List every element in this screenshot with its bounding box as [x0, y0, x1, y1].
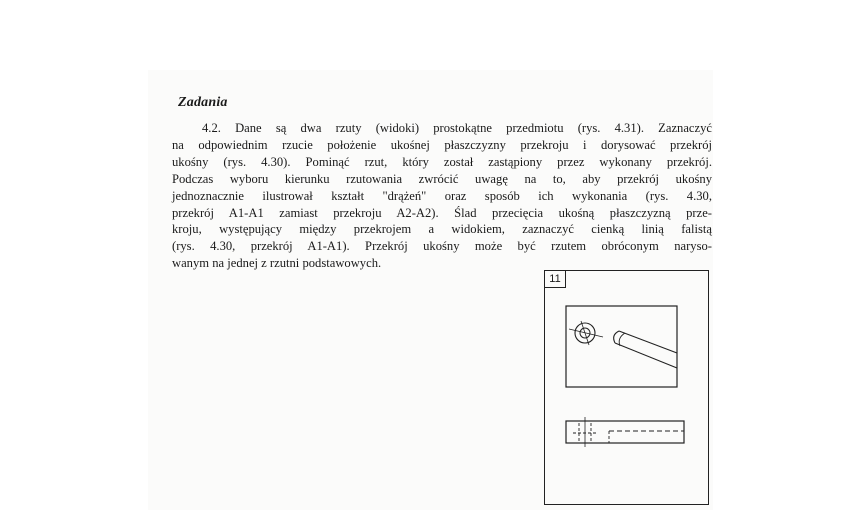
exercise-number: 4.2. [202, 121, 221, 135]
bore-chamfer [619, 333, 625, 346]
exercise-paragraph [172, 120, 712, 272]
figure-label: 11 [545, 271, 566, 288]
front-view-outline [566, 421, 684, 443]
exercise-line: ukośny (rys. 4.30). Pominąć rzut, który został zastąpiony przez wykonany przekrój. [172, 154, 712, 169]
exercise-line: przekrój A1-A1 zamiast przekroju A2-A2). Ślad przecięcia ukośną płaszczyzną prze- [172, 205, 712, 220]
exercise-line: kroju, występujący między przekrojem a widokiem, zaznaczyć cienką linią falistą [172, 222, 712, 237]
hole-centerline [581, 321, 589, 345]
section-heading: Zadania [178, 95, 228, 110]
figure-11 [544, 270, 709, 505]
exercise-line: na odpowiednim rzucie położenie ukośnej płaszczyzny przekroju i dorysować przekrój [172, 137, 712, 152]
exercise-line: wanym na jednej z rzutni podstawowych. [172, 256, 382, 271]
exercise-line: jednoznacznie ilustrował kształt "drążeń" oraz sposób ich wykonania (rys. 4.30, [172, 188, 712, 203]
exercise-line: (rys. 4.30, przekrój A1-A1). Przekrój ukośny może być rzutem obróconym naryso- [172, 239, 712, 254]
exercise-line: 4.2. Dane są dwa rzuty (widoki) prostokątne przedmiotu (rys. 4.31). Zaznaczyć [202, 121, 712, 135]
bore-end [614, 331, 619, 343]
technical-drawing [545, 271, 710, 506]
bore-edge [615, 343, 677, 368]
exercise-line: Podczas wyboru kierunku rzutowania zwrócić uwagę na to, aby przekrój ukośny [172, 171, 712, 186]
bore-edge [619, 331, 677, 353]
